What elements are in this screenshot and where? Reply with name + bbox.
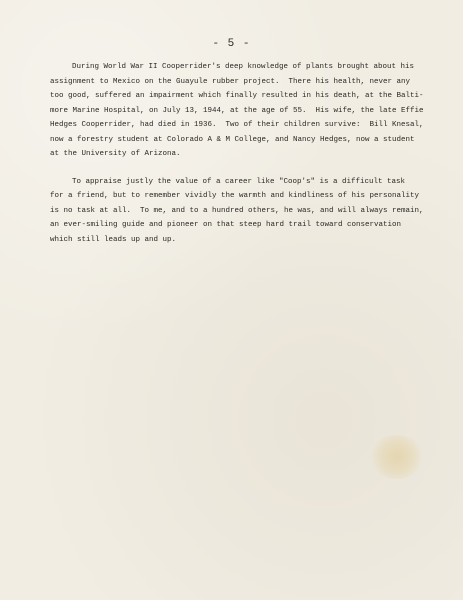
text-line: During World War II Cooperrider's deep knowledge of plants brought about his [72, 63, 415, 71]
text-line: more Marine Hospital, on July 13, 1944, at the age of 55. His wife, the late Effie [50, 106, 424, 115]
text-line: too good, suffered an impairment which finally resulted in his death, at the Balti- [50, 92, 424, 100]
page-number: - 5 - [212, 38, 251, 50]
paragraph-2 [50, 175, 450, 248]
text-line: To appraise justly the value of a career like "Coop's" is a difficult task [72, 177, 406, 186]
text-line: now a forestry student at Colorado A & M College, and Nancy Hedges, now a student [50, 135, 415, 144]
paragraph-1 [50, 60, 450, 162]
text-line: which still leads up and up. [50, 235, 177, 244]
text-line: is no task at all. To me, and to a hundred others, he was, and will always remain, [50, 206, 424, 215]
text-line: at the University of Arizona. [50, 150, 181, 158]
text-line: an ever-smiling guide and pioneer on that steep hard trail toward conservation [50, 221, 402, 229]
text-line: Hedges Cooperrider, had died in 1936. Two of their children survive: Bill Knesal, [50, 121, 424, 129]
text-line: assignment to Mexico on the Guayule rubber project. There his health, never any [50, 77, 411, 86]
document-body [50, 60, 450, 260]
text-line: for a friend, but to remember vividly the warmth and kindliness of his personality [50, 192, 420, 200]
paper-stain [370, 435, 424, 479]
